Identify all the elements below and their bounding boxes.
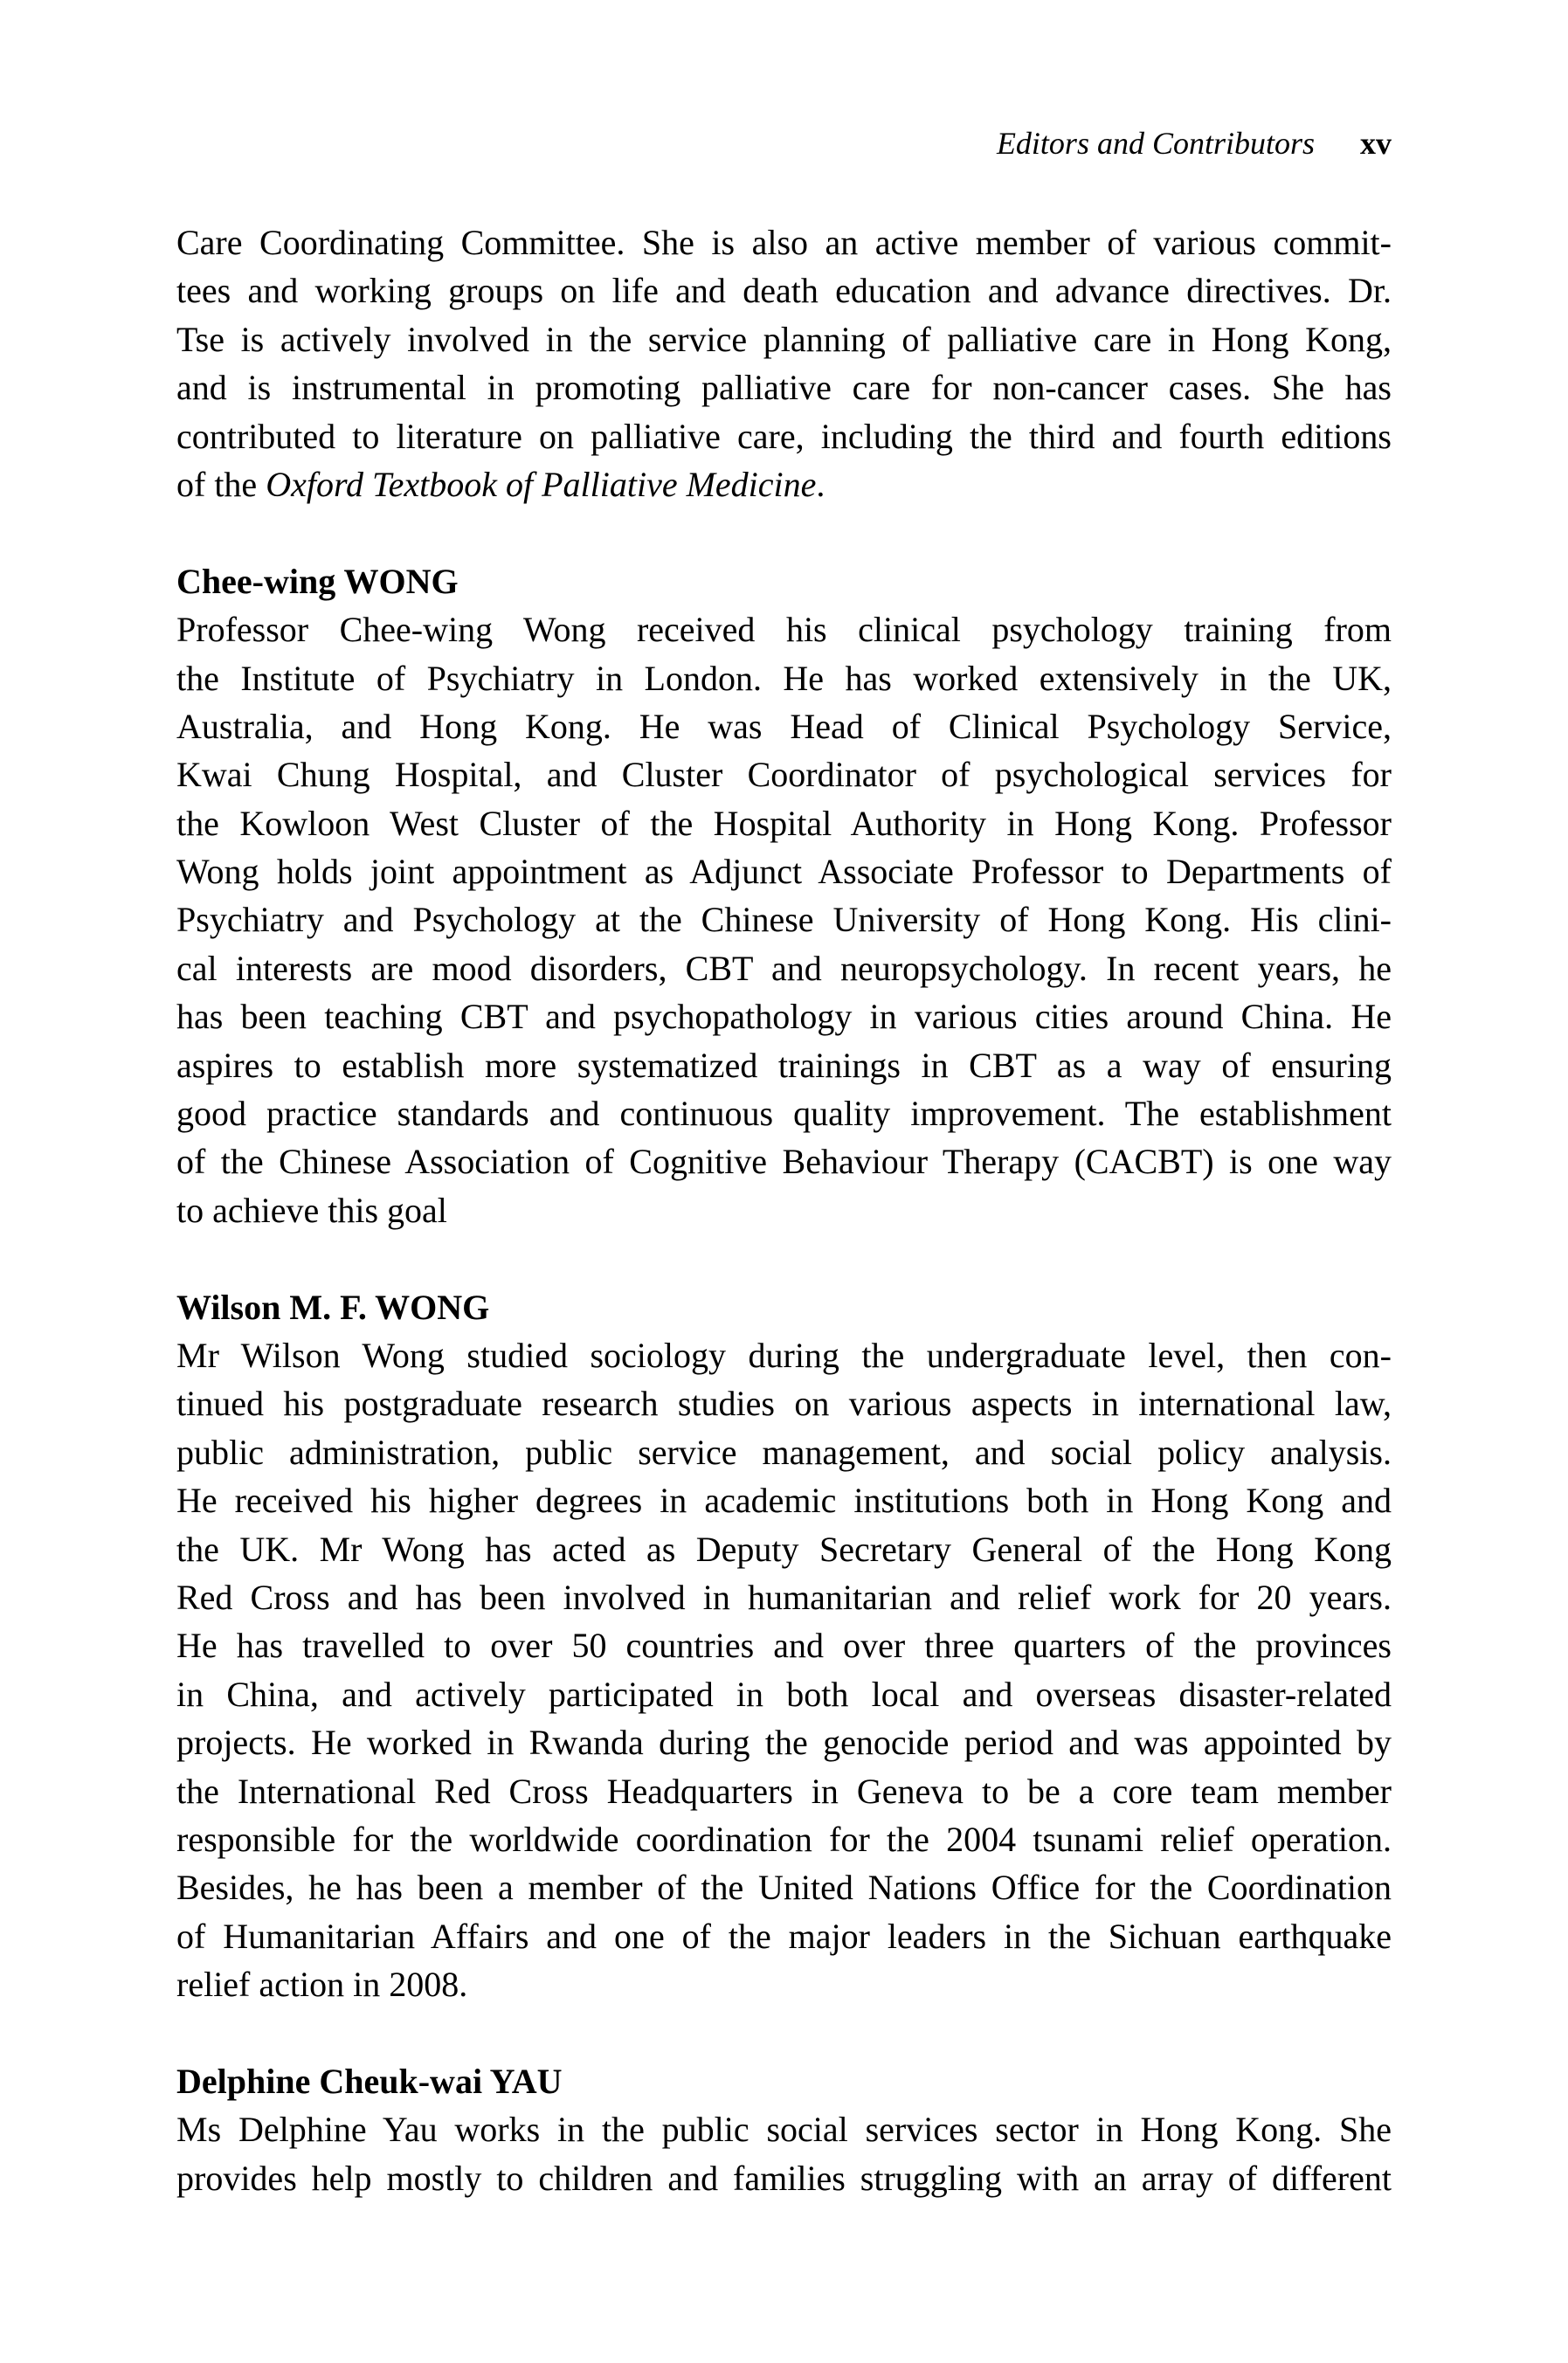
text-line: Care Coordinating Committee. She is also an active member of various commit- <box>176 223 1392 262</box>
page-number: xv <box>1360 126 1392 161</box>
text-line: Wong holds joint appointment as Adjunct Associate Professor to Departments of <box>176 852 1392 892</box>
text-line: Psychiatry and Psychology at the Chinese University of Hong Kong. His clini- <box>176 900 1392 940</box>
text-line: the UK. Mr Wong has acted as Deputy Secretary General of the Hong Kong <box>176 1529 1392 1569</box>
text-line: cal interests are mood disorders, CBT and neuropsychology. In recent years, he <box>176 948 1392 988</box>
text-line: Red Cross and has been involved in humanitarian and relief work for 20 years. <box>176 1577 1392 1617</box>
text-line: the Kowloon West Cluster of the Hospital Authority in Hong Kong. Professor <box>176 803 1392 843</box>
contributor-name: Chee-wing WONG <box>176 561 459 601</box>
text-line: Besides, he has been a member of the United Nations Office for the Coordination <box>176 1868 1392 1908</box>
running-head-title: Editors and Contributors <box>996 126 1315 161</box>
text-line: provides help mostly to children and families struggling with an array of different <box>176 2158 1392 2198</box>
paragraph-gap <box>176 2008 1392 2056</box>
text-line: relief action in 2008. <box>176 1965 468 2005</box>
text-line: of Humanitarian Affairs and one of the major leaders in the Sichuan earthquake <box>176 1916 1392 1956</box>
running-head <box>176 124 1392 162</box>
text-segment: . <box>816 464 825 504</box>
text-line: the Institute of Psychiatry in London. He has worked extensively in the UK, <box>176 658 1392 698</box>
contributor-name: Wilson M. F. WONG <box>176 1287 490 1327</box>
contributor-entry <box>176 2008 1392 2202</box>
contributor-entry <box>176 508 1392 1234</box>
contributor-entry <box>176 1234 1392 2008</box>
text-line: and is instrumental in promoting palliative care for non-cancer cases. She has <box>176 368 1392 408</box>
contributor-entry <box>176 218 1392 508</box>
text-line: tees and working groups on life and death education and advance directives. Dr. <box>176 271 1392 311</box>
text-segment: of the <box>176 464 266 504</box>
text-line: has been teaching CBT and psychopathology in various cities around China. He <box>176 997 1392 1037</box>
book-title: Oxford Textbook of Palliative Medicine <box>266 464 817 504</box>
contributor-name: Delphine Cheuk-wai YAU <box>176 2061 563 2101</box>
paragraph-gap <box>176 1234 1392 1282</box>
text-line: projects. He worked in Rwanda during the genocide period and was appointed by <box>176 1723 1392 1763</box>
text-line: aspires to establish more systematized trainings in CBT as a way of ensuring <box>176 1045 1392 1085</box>
text-line: Kwai Chung Hospital, and Cluster Coordinator of psychological services for <box>176 755 1392 795</box>
text-line: contributed to literature on palliative care, including the third and fourth editions <box>176 416 1392 456</box>
text-line: He has travelled to over 50 countries and over three quarters of the provinces <box>176 1626 1392 1666</box>
text-line: Mr Wilson Wong studied sociology during the undergraduate level, then con- <box>176 1335 1392 1375</box>
text-line: Ms Delphine Yau works in the public social services sector in Hong Kong. She <box>176 2110 1392 2150</box>
text-line: good practice standards and continuous quality improvement. The establishment <box>176 1094 1392 1134</box>
text-line <box>176 460 1392 508</box>
text-line: Tse is actively involved in the service planning of palliative care in Hong Kong, <box>176 319 1392 359</box>
text-line: to achieve this goal <box>176 1190 447 1230</box>
text-line: of the Chinese Association of Cognitive Behaviour Therapy (CACBT) is one way <box>176 1142 1392 1182</box>
text-line: in China, and actively participated in both local and overseas disaster-related <box>176 1674 1392 1714</box>
text-line: the International Red Cross Headquarters in Geneva to be a core team member <box>176 1771 1392 1811</box>
text-line: Australia, and Hong Kong. He was Head of Clinical Psychology Service, <box>176 706 1392 746</box>
text-line: tinued his postgraduate research studies on various aspects in international law, <box>176 1384 1392 1424</box>
paragraph-gap <box>176 508 1392 556</box>
text-line: He received his higher degrees in academic institutions both in Hong Kong and <box>176 1481 1392 1521</box>
text-line: Professor Chee-wing Wong received his clinical psychology training from <box>176 610 1392 650</box>
text-line: public administration, public service management, and social policy analysis. <box>176 1432 1392 1472</box>
contributors-text <box>176 218 1392 2202</box>
text-line: responsible for the worldwide coordination for the 2004 tsunami relief operation. <box>176 1819 1392 1859</box>
